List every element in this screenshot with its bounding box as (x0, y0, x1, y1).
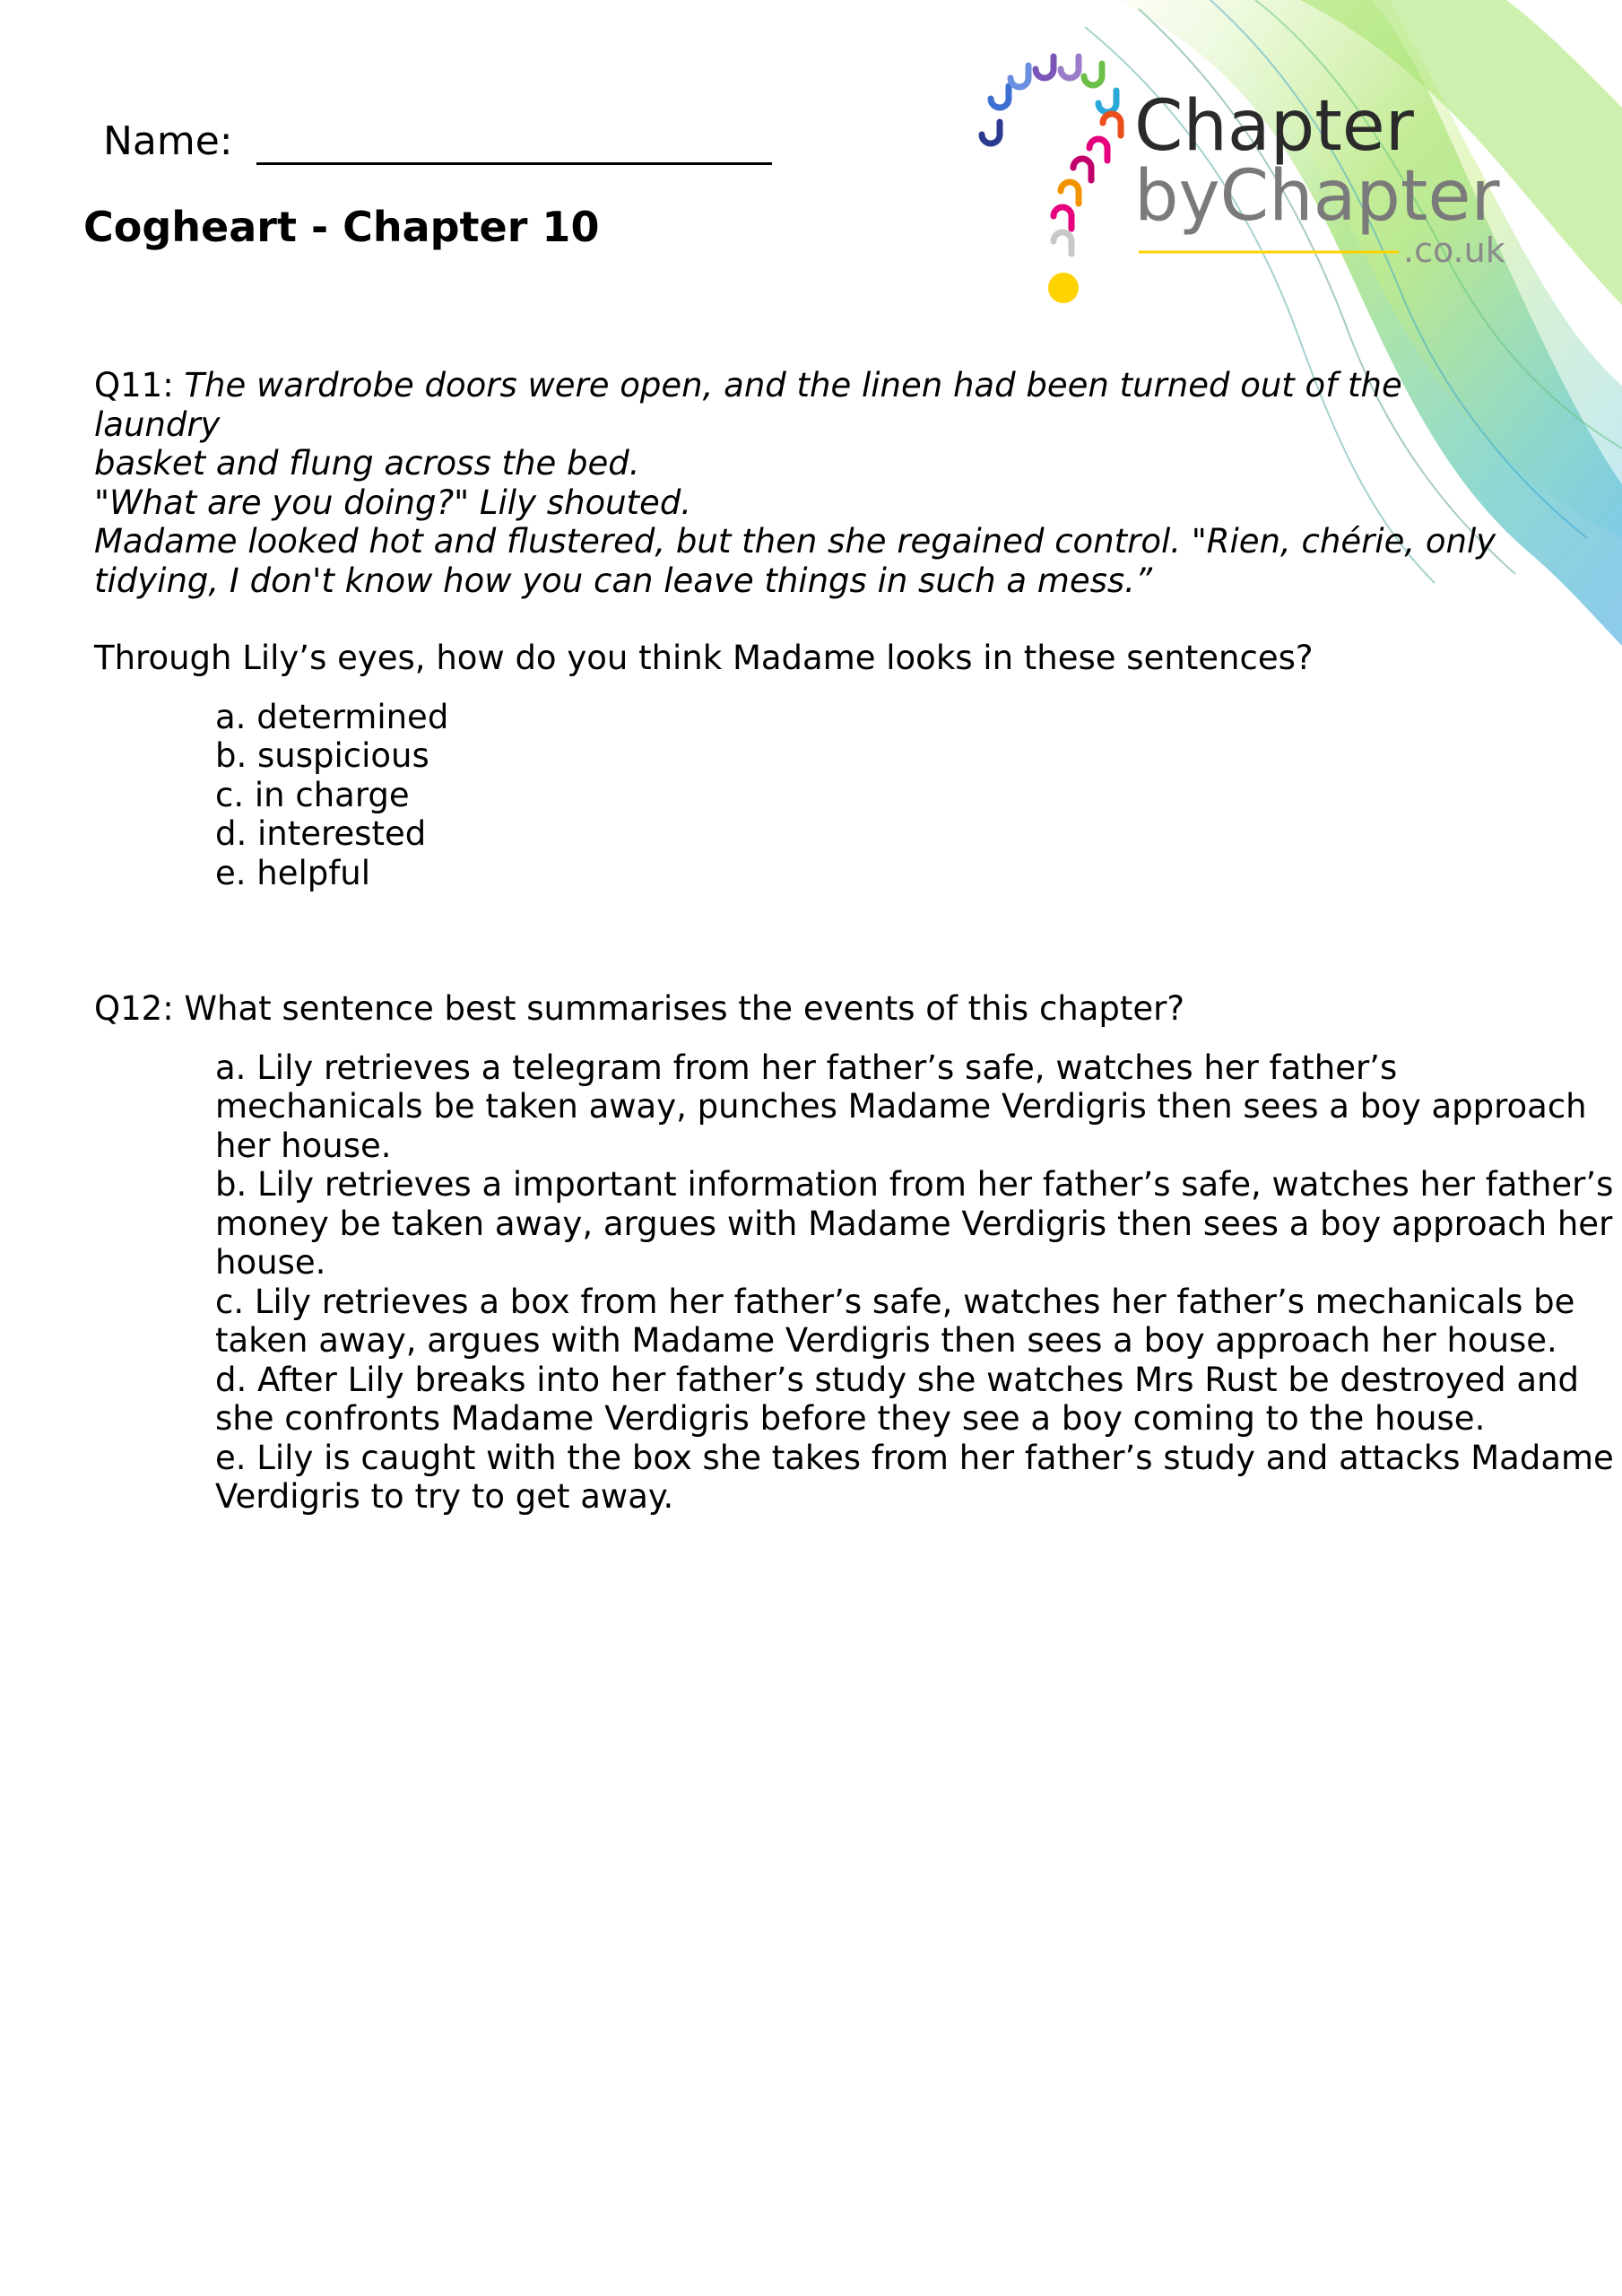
q11-quote-line: basket and flung across the bed. (94, 444, 640, 483)
q11-quote-line: tidying, I don't know how you can leave things in such a mess.” (94, 561, 1153, 600)
name-blank-line[interactable] (256, 123, 772, 165)
logo-text-line1: Chapter (1134, 86, 1414, 167)
q12-option-e: e. Lily is caught with the box she takes from her father’s study and attacks Madame Verdigris to try to get away. (215, 1438, 1614, 1516)
q11-option-e: e. helpful (215, 853, 371, 892)
q12-option-d: d. After Lily breaks into her father’s study she watches Mrs Rust be destroyed and she confronts Madame Verdigris before they see a boy coming to the house. (215, 1360, 1579, 1438)
q11-question: Through Lily’s eyes, how do you think Madame looks in these sentences? (94, 639, 1314, 677)
q12-option-b: b. Lily retrieves a important information from her father’s safe, watches her father’s money be taken away, argues with Madame Verdigris then sees a boy approach her house. (215, 1165, 1614, 1282)
q11-quote-line: Madame looked hot and flustered, but then she regained control. "Rien, chérie, only (94, 522, 1496, 561)
q11-quote-line: The wardrobe doors were open, and the linen had been turned out of the laundry (94, 366, 1402, 444)
name-label: Name: (103, 118, 233, 164)
name-row (103, 118, 772, 165)
question-mark-books-icon (982, 57, 1121, 254)
page-title: Cogheart - Chapter 10 (83, 203, 600, 251)
q11-options (215, 698, 1529, 893)
q12-option-a: a. Lily retrieves a telegram from her father’s safe, watches her father’s mechanicals be taken away, punches Madame Verdigris then sees a boy approach her house. (215, 1048, 1587, 1165)
q12-options (215, 1048, 1614, 1517)
q12-question: Q12: What sentence best summarises the events of this chapter? (94, 989, 1185, 1028)
q11-label: Q11: (94, 366, 174, 404)
worksheet-content (94, 366, 1614, 1517)
chapter-by-chapter-logo (964, 49, 1538, 318)
q11-quote-line: "What are you doing?" Lily shouted. (94, 483, 692, 522)
logo-dot (1048, 273, 1079, 303)
logo-text-line2: byChapter (1134, 156, 1500, 237)
q11-option-b: b. suspicious (215, 736, 429, 775)
q12-option-c: c. Lily retrieves a box from her father’s safe, watches her father’s mechanicals be taken away, argues with Madame Verdigris then sees a boy approach her house. (215, 1282, 1575, 1360)
q11-option-d: d. interested (215, 814, 427, 853)
q11-option-c: c. in charge (215, 775, 410, 814)
q11-quote (94, 366, 1529, 600)
logo-domain: .co.uk (1403, 230, 1505, 270)
q11-option-a: a. determined (215, 697, 449, 736)
